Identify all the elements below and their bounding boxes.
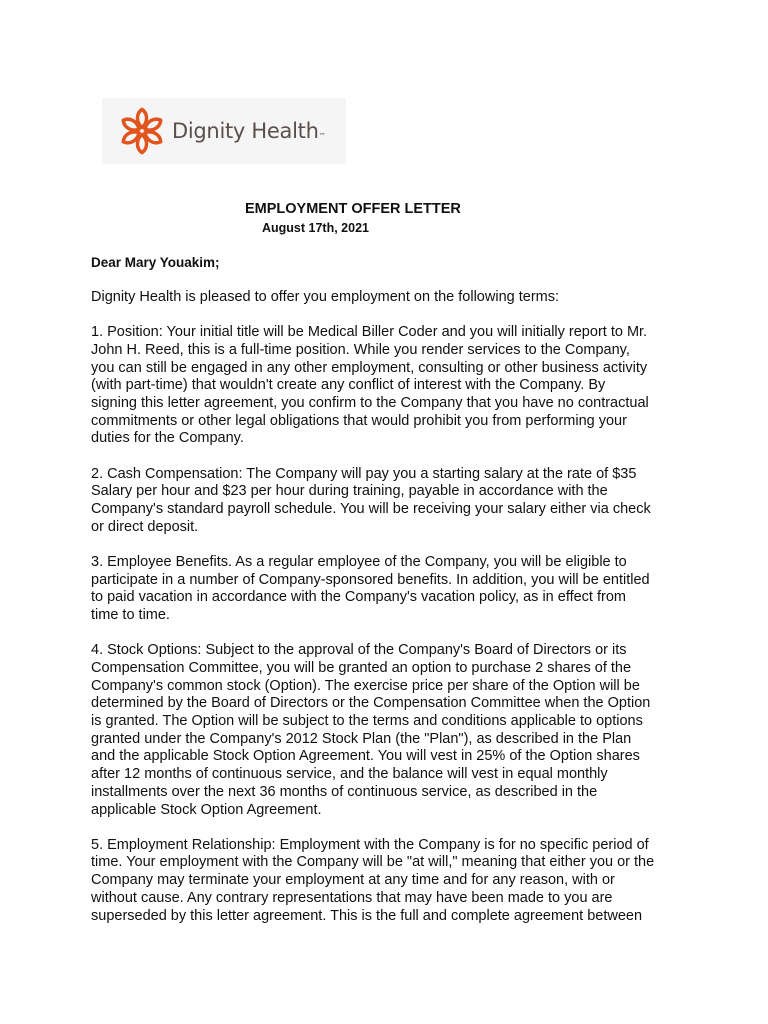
paragraph-line: determined by the Board of Directors or the Compensation Committee when the Option	[91, 695, 651, 712]
paragraph-line: Company may terminate your employment at any time and for any reason, with or	[91, 872, 615, 889]
paragraph-line: Company's standard payroll schedule. You will be receiving your salary either via check	[91, 501, 651, 518]
paragraph-line: and the applicable Stock Option Agreement. You will vest in 25% of the Option shares	[91, 748, 640, 765]
paragraph-line: you can still be engaged in any other employment, consulting or other business activity	[91, 359, 648, 376]
stock-options-paragraph	[91, 642, 681, 819]
paragraph-line: signing this letter agreement, you confirm to the Company that you have no contractual	[91, 395, 649, 412]
logo-wordmark	[172, 119, 325, 143]
paragraph-line: installments over the next 36 months of continuous service, as described in the	[91, 783, 598, 800]
logo-trademark: ™	[318, 132, 326, 140]
paragraph-line: Company's common stock (Option). The exercise price per share of the Option will be	[91, 677, 640, 694]
paragraph-line: 2. Cash Compensation: The Company will pay you a starting salary at the rate of $35	[91, 465, 637, 482]
paragraph-line: time. Your employment with the Company will be "at will," meaning that either you or the	[91, 854, 655, 871]
terms-sections	[91, 324, 681, 925]
paragraph-line: (with part-time) that wouldn't create any conflict of interest with the Company. By	[91, 377, 606, 394]
paragraph-line: or direct deposit.	[91, 518, 199, 535]
dignity-health-logo-icon	[116, 105, 168, 157]
employee-benefits-paragraph	[91, 554, 681, 625]
paragraph-line: commitments or other legal obligations that would prohibit you from performing your	[91, 412, 627, 429]
paragraph-line: 5. Employment Relationship: Employment with the Company is for no specific period of	[91, 836, 649, 853]
paragraph-line: John H. Reed, this is a full-time position. While you render services to the Company,	[91, 341, 630, 358]
paragraph-line: after 12 months of continuous service, and the balance will vest in equal monthly	[91, 766, 608, 783]
letter-date: August 17th, 2021	[262, 221, 369, 235]
intro-line: Dignity Health is pleased to offer you employment on the following terms:	[91, 289, 560, 305]
cash-compensation-paragraph	[91, 466, 681, 537]
letter-body	[91, 289, 681, 943]
paragraph-line: 3. Employee Benefits. As a regular employee of the Company, you will be eligible to	[91, 553, 627, 570]
salutation: Dear Mary Youakim;	[91, 255, 220, 270]
paragraph-line: to paid vacation in accordance with the Company's vacation policy, as in effect from	[91, 589, 626, 606]
position-paragraph	[91, 324, 681, 448]
paragraph-line: superseded by this letter agreement. This is the full and complete agreement between	[91, 907, 643, 924]
logo-name: Dignity Health	[172, 119, 319, 143]
letter-title: EMPLOYMENT OFFER LETTER	[245, 201, 461, 217]
paragraph-line: Salary per hour and $23 per hour during training, payable in accordance with the	[91, 483, 608, 500]
paragraph-line: is granted. The Option will be subject to the terms and conditions applicable to options	[91, 713, 643, 730]
employment-relationship-paragraph	[91, 837, 681, 926]
paragraph-line: granted under the Company's 2012 Stock Plan (the "Plan"), as described in the Plan	[91, 730, 632, 747]
paragraph-line: Compensation Committee, you will be granted an option to purchase 2 shares of the	[91, 659, 632, 676]
intro-paragraph	[91, 289, 681, 307]
paragraph-line: participate in a number of Company-sponsored benefits. In addition, you will be entitled	[91, 571, 650, 588]
paragraph-line: without cause. Any contrary representations that may have been made to you are	[91, 889, 613, 906]
company-logo	[102, 98, 346, 164]
paragraph-line: 4. Stock Options: Subject to the approval of the Company's Board of Directors or its	[91, 642, 627, 659]
paragraph-line: duties for the Company.	[91, 430, 244, 447]
paragraph-line: time to time.	[91, 607, 170, 624]
paragraph-line: 1. Position: Your initial title will be Medical Biller Coder and you will initially report to Mr.	[91, 324, 648, 341]
paragraph-line: applicable Stock Option Agreement.	[91, 801, 322, 818]
